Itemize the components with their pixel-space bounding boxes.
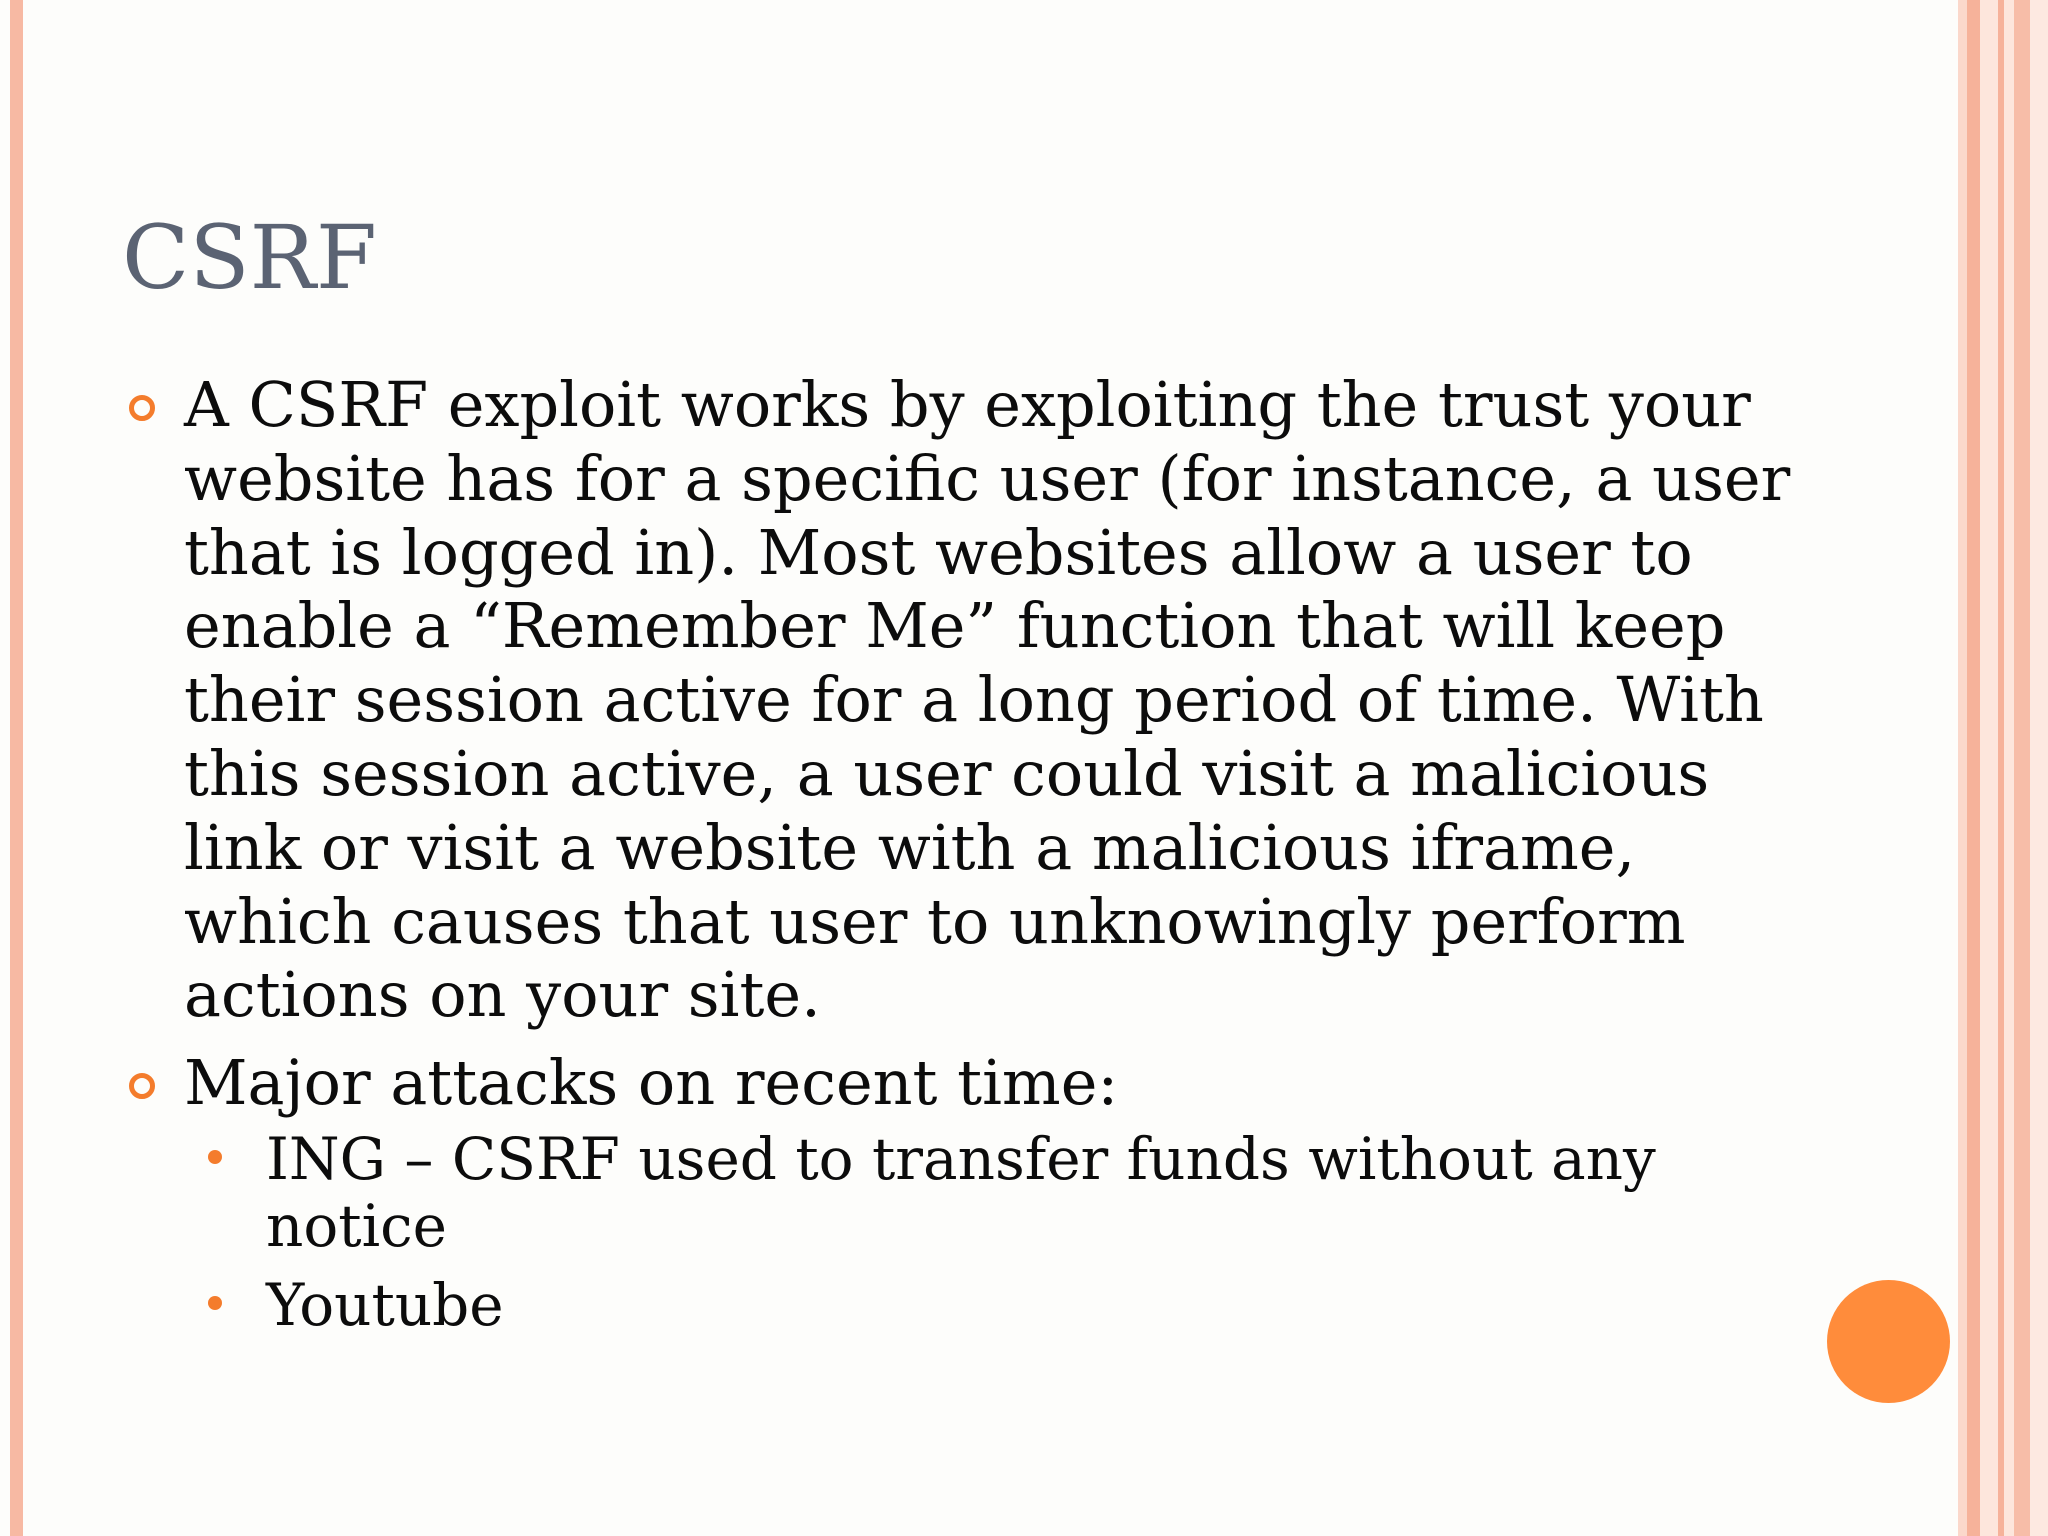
- bullet-item: [122, 1046, 1802, 1120]
- slide-content: [122, 368, 1802, 1339]
- left-border-stripe: [10, 0, 23, 1536]
- sub-bullet-item: [122, 1272, 1726, 1339]
- decorative-orange-circle: [1827, 1280, 1950, 1403]
- bullet-text: A CSRF exploit works by exploiting the trust your website has for a specific user (for instance, a user that is logged in). Most websites allow a user to enable a “Remember Me” function that will keep their session active for a long period of time. With this session active, a user could visit a malicious link or visit a website with a malicious iframe, which causes that user to unknowingly perform actions on your site.: [184, 368, 1791, 1032]
- bullet-text: Major attacks on recent time:: [184, 1046, 1119, 1120]
- right-border-stripe: [2014, 0, 2030, 1536]
- ring-bullet-icon: [129, 1073, 155, 1099]
- right-border-stripe: [1958, 0, 1967, 1536]
- slide-title: CSRF: [122, 206, 377, 309]
- right-border-stripe: [2004, 0, 2014, 1536]
- right-border-stripe: [2030, 0, 2048, 1536]
- right-border-stripe: [1980, 0, 1998, 1536]
- sub-bullet-item: [122, 1126, 1726, 1260]
- dot-bullet-icon: [208, 1296, 222, 1310]
- right-border-stripe: [1967, 0, 1980, 1536]
- sub-bullet-text: Youtube: [266, 1270, 504, 1339]
- ring-bullet-icon: [129, 395, 155, 421]
- bullet-item: [122, 368, 1802, 1032]
- dot-bullet-icon: [208, 1150, 222, 1164]
- sub-bullet-text: ING – CSRF used to transfer funds without any notice: [266, 1124, 1656, 1260]
- sub-bullet-list: [122, 1126, 1802, 1339]
